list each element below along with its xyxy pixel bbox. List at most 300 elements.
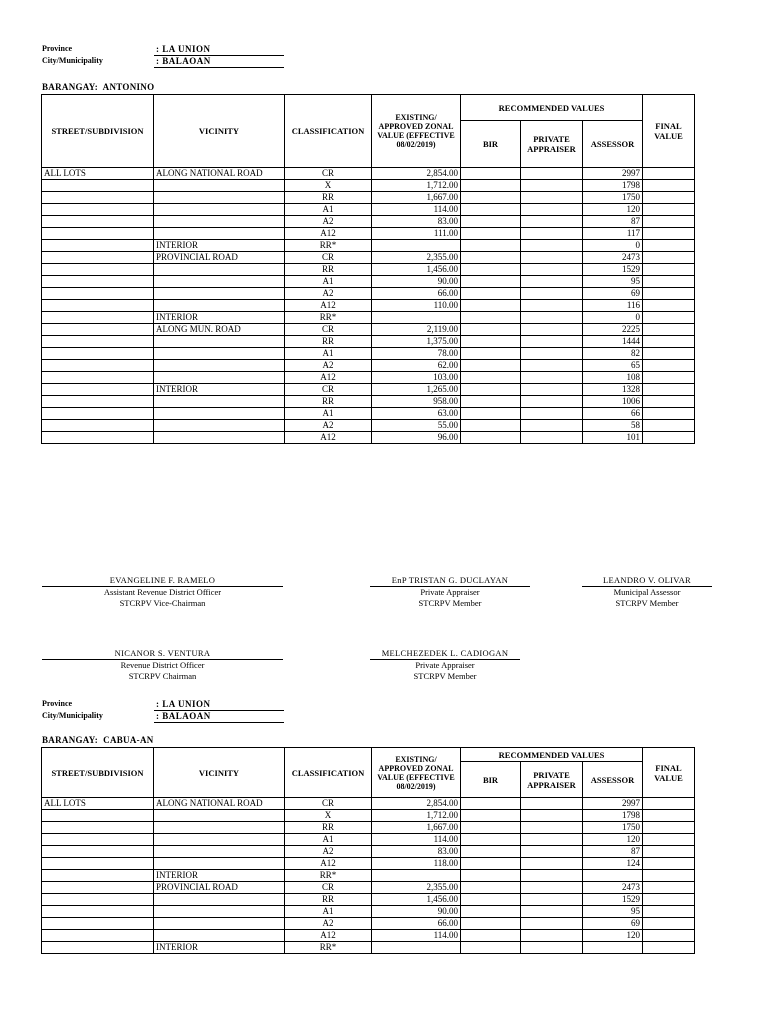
cell-private-appraiser xyxy=(521,312,583,324)
cell-final-value xyxy=(643,822,695,834)
cell-existing-value: 103.00 xyxy=(372,372,461,384)
table-row xyxy=(42,300,695,312)
cell-street xyxy=(42,276,154,288)
cell-assessor: 2997 xyxy=(583,798,643,810)
signatory-private-appraiser-1 xyxy=(370,575,530,609)
cell-existing-value: 1,456.00 xyxy=(372,264,461,276)
cell-bir xyxy=(461,420,521,432)
province-label: Province xyxy=(42,44,73,53)
cell-existing-value: 114.00 xyxy=(372,204,461,216)
cell-bir xyxy=(461,372,521,384)
table-row xyxy=(42,906,695,918)
cell-private-appraiser xyxy=(521,360,583,372)
cell-classification: RR xyxy=(285,396,372,408)
cell-final-value xyxy=(643,360,695,372)
cell-street xyxy=(42,324,154,336)
cell-street xyxy=(42,312,154,324)
cell-classification: CR xyxy=(285,882,372,894)
cell-bir xyxy=(461,192,521,204)
cell-vicinity xyxy=(154,264,285,276)
cell-assessor: 1750 xyxy=(583,192,643,204)
cell-final-value xyxy=(643,810,695,822)
cell-final-value xyxy=(643,906,695,918)
cell-final-value xyxy=(643,408,695,420)
cell-street xyxy=(42,360,154,372)
cell-street xyxy=(42,216,154,228)
cell-final-value xyxy=(643,264,695,276)
cell-private-appraiser xyxy=(521,798,583,810)
cell-street xyxy=(42,822,154,834)
cell-bir xyxy=(461,168,521,180)
cell-vicinity xyxy=(154,918,285,930)
cell-private-appraiser xyxy=(521,228,583,240)
cell-bir xyxy=(461,858,521,870)
table-row xyxy=(42,324,695,336)
cell-assessor: 69 xyxy=(583,918,643,930)
city-label: City/Municipality xyxy=(42,711,103,720)
cell-street xyxy=(42,384,154,396)
cell-assessor: 124 xyxy=(583,858,643,870)
cell-vicinity: INTERIOR xyxy=(154,312,285,324)
cell-vicinity xyxy=(154,846,285,858)
table-row xyxy=(42,264,695,276)
cell-private-appraiser xyxy=(521,846,583,858)
cell-existing-value: 2,854.00 xyxy=(372,798,461,810)
cell-street xyxy=(42,846,154,858)
cell-private-appraiser xyxy=(521,384,583,396)
table-row xyxy=(42,930,695,942)
cell-assessor: 120 xyxy=(583,204,643,216)
table-row xyxy=(42,360,695,372)
cell-bir xyxy=(461,276,521,288)
cell-classification: CR xyxy=(285,168,372,180)
table-row xyxy=(42,918,695,930)
cell-bir xyxy=(461,240,521,252)
cell-existing-value: 66.00 xyxy=(372,918,461,930)
table-row xyxy=(42,396,695,408)
cell-classification: A12 xyxy=(285,858,372,870)
cell-classification: CR xyxy=(285,252,372,264)
city-label: City/Municipality xyxy=(42,56,103,65)
cell-classification: RR* xyxy=(285,240,372,252)
signatory-municipal-assessor xyxy=(582,575,712,609)
cell-existing-value: 958.00 xyxy=(372,396,461,408)
cell-street xyxy=(42,192,154,204)
cell-classification: RR xyxy=(285,336,372,348)
cell-bir xyxy=(461,288,521,300)
cell-private-appraiser xyxy=(521,324,583,336)
col-vicinity: VICINITY xyxy=(154,748,285,798)
cell-bir xyxy=(461,180,521,192)
province-label: Province xyxy=(42,699,73,708)
cell-street xyxy=(42,420,154,432)
signatory-name: NICANOR S. VENTURA xyxy=(42,648,283,660)
table-row xyxy=(42,798,695,810)
table-row xyxy=(42,348,695,360)
cell-classification: A1 xyxy=(285,906,372,918)
cell-existing-value: 118.00 xyxy=(372,858,461,870)
cell-bir xyxy=(461,396,521,408)
cell-street xyxy=(42,432,154,444)
table-row xyxy=(42,252,695,264)
col-bir: BIR xyxy=(461,762,521,798)
signatory-private-appraiser-2 xyxy=(370,648,520,682)
cell-existing-value: 110.00 xyxy=(372,300,461,312)
cell-vicinity xyxy=(154,300,285,312)
cell-assessor: 116 xyxy=(583,300,643,312)
cell-private-appraiser xyxy=(521,408,583,420)
cell-classification: A12 xyxy=(285,300,372,312)
cell-assessor: 1750 xyxy=(583,822,643,834)
cell-private-appraiser xyxy=(521,372,583,384)
cell-classification: A12 xyxy=(285,372,372,384)
cell-bir xyxy=(461,834,521,846)
cell-bir xyxy=(461,312,521,324)
cell-existing-value: 2,355.00 xyxy=(372,252,461,264)
cell-street xyxy=(42,288,154,300)
cell-private-appraiser xyxy=(521,216,583,228)
cell-assessor: 2473 xyxy=(583,252,643,264)
cell-vicinity: INTERIOR xyxy=(154,870,285,882)
cell-assessor xyxy=(583,870,643,882)
cell-existing-value: 78.00 xyxy=(372,348,461,360)
cell-existing-value: 2,119.00 xyxy=(372,324,461,336)
cell-assessor: 82 xyxy=(583,348,643,360)
cell-assessor: 1529 xyxy=(583,894,643,906)
table-row xyxy=(42,372,695,384)
col-recommended: RECOMMENDED VALUES xyxy=(461,95,643,121)
cell-final-value xyxy=(643,300,695,312)
cell-classification: RR xyxy=(285,822,372,834)
cell-final-value xyxy=(643,228,695,240)
cell-classification: A2 xyxy=(285,846,372,858)
barangay-heading-2 xyxy=(42,735,154,745)
cell-street xyxy=(42,894,154,906)
cell-bir xyxy=(461,846,521,858)
cell-assessor: 120 xyxy=(583,930,643,942)
cell-classification: RR* xyxy=(285,312,372,324)
cell-existing-value xyxy=(372,942,461,954)
cell-final-value xyxy=(643,372,695,384)
cell-street xyxy=(42,300,154,312)
cell-private-appraiser xyxy=(521,180,583,192)
cell-vicinity xyxy=(154,288,285,300)
cell-private-appraiser xyxy=(521,300,583,312)
cell-street xyxy=(42,918,154,930)
cell-private-appraiser xyxy=(521,834,583,846)
cell-street: ALL LOTS xyxy=(42,168,154,180)
cell-existing-value: 90.00 xyxy=(372,276,461,288)
col-classification: CLASSIFICATION xyxy=(285,748,372,798)
cell-existing-value xyxy=(372,240,461,252)
cell-street xyxy=(42,870,154,882)
cell-final-value xyxy=(643,312,695,324)
cell-vicinity: ALONG NATIONAL ROAD xyxy=(154,168,285,180)
table-row xyxy=(42,810,695,822)
cell-private-appraiser xyxy=(521,396,583,408)
cell-bir xyxy=(461,894,521,906)
cell-final-value xyxy=(643,918,695,930)
col-final: FINAL VALUE xyxy=(643,748,695,798)
cell-final-value xyxy=(643,384,695,396)
cell-classification: RR* xyxy=(285,870,372,882)
cell-existing-value: 83.00 xyxy=(372,216,461,228)
table-row xyxy=(42,858,695,870)
cell-classification: CR xyxy=(285,324,372,336)
cell-vicinity xyxy=(154,906,285,918)
cell-private-appraiser xyxy=(521,930,583,942)
signatory-name: LEANDRO V. OLIVAR xyxy=(582,575,712,587)
cell-classification: CR xyxy=(285,798,372,810)
cell-final-value xyxy=(643,252,695,264)
cell-final-value xyxy=(643,180,695,192)
cell-final-value xyxy=(643,240,695,252)
signatory-vice-chairman xyxy=(42,575,283,609)
table-row xyxy=(42,288,695,300)
cell-vicinity: INTERIOR xyxy=(154,384,285,396)
cell-private-appraiser xyxy=(521,906,583,918)
cell-assessor: 1006 xyxy=(583,396,643,408)
col-existing: EXISTING/ APPROVED ZONAL VALUE (EFFECTIVE 08/02/2019) xyxy=(372,748,461,798)
cell-final-value xyxy=(643,348,695,360)
table-row xyxy=(42,822,695,834)
signatory-name: EnP TRISTAN G. DUCLAYAN xyxy=(370,575,530,587)
cell-street xyxy=(42,180,154,192)
cell-final-value xyxy=(643,216,695,228)
barangay-label: BARANGAY: xyxy=(42,82,99,92)
cell-street xyxy=(42,906,154,918)
cell-assessor: 108 xyxy=(583,372,643,384)
cell-bir xyxy=(461,870,521,882)
cell-classification: A1 xyxy=(285,834,372,846)
cell-final-value xyxy=(643,942,695,954)
table-row xyxy=(42,180,695,192)
cell-final-value xyxy=(643,192,695,204)
cell-existing-value: 1,712.00 xyxy=(372,180,461,192)
cell-private-appraiser xyxy=(521,810,583,822)
cell-final-value xyxy=(643,846,695,858)
cell-vicinity xyxy=(154,930,285,942)
cell-assessor: 1798 xyxy=(583,180,643,192)
col-private: PRIVATE APPRAISER xyxy=(521,762,583,798)
col-private: PRIVATE APPRAISER xyxy=(521,121,583,168)
table-row xyxy=(42,894,695,906)
cell-existing-value: 90.00 xyxy=(372,906,461,918)
cell-existing-value: 66.00 xyxy=(372,288,461,300)
province-value: : LA UNION xyxy=(154,44,284,56)
cell-classification: A2 xyxy=(285,918,372,930)
table-row xyxy=(42,882,695,894)
cell-classification: A2 xyxy=(285,288,372,300)
cell-existing-value: 1,265.00 xyxy=(372,384,461,396)
cell-private-appraiser xyxy=(521,420,583,432)
table-row xyxy=(42,408,695,420)
table-row xyxy=(42,204,695,216)
cell-street xyxy=(42,348,154,360)
cell-private-appraiser xyxy=(521,348,583,360)
signatory-name: EVANGELINE F. RAMELO xyxy=(42,575,283,587)
cell-street xyxy=(42,408,154,420)
table-row xyxy=(42,168,695,180)
cell-classification: RR* xyxy=(285,942,372,954)
cell-private-appraiser xyxy=(521,192,583,204)
signatory-chairman xyxy=(42,648,283,682)
cell-assessor: 0 xyxy=(583,240,643,252)
cell-assessor: 1444 xyxy=(583,336,643,348)
cell-vicinity xyxy=(154,192,285,204)
cell-vicinity xyxy=(154,360,285,372)
cell-street xyxy=(42,858,154,870)
cell-classification: A12 xyxy=(285,432,372,444)
table-row xyxy=(42,834,695,846)
cell-street xyxy=(42,336,154,348)
cell-classification: A2 xyxy=(285,420,372,432)
cell-private-appraiser xyxy=(521,276,583,288)
table-row xyxy=(42,846,695,858)
signatory-role: STCRPV Member xyxy=(418,598,482,608)
col-street: STREET/SUBDIVISION xyxy=(42,748,154,798)
cell-classification: A12 xyxy=(285,930,372,942)
cell-vicinity xyxy=(154,180,285,192)
cell-classification: RR xyxy=(285,264,372,276)
cell-private-appraiser xyxy=(521,240,583,252)
cell-vicinity xyxy=(154,348,285,360)
signatory-role: STCRPV Member xyxy=(413,671,477,681)
signatory-title: Assistant Revenue District Officer xyxy=(103,587,222,597)
cell-vicinity: PROVINCIAL ROAD xyxy=(154,252,285,264)
cell-street xyxy=(42,204,154,216)
barangay-name: CABUA-AN xyxy=(103,735,154,745)
cell-existing-value: 55.00 xyxy=(372,420,461,432)
cell-existing-value: 114.00 xyxy=(372,930,461,942)
cell-assessor: 120 xyxy=(583,834,643,846)
cell-final-value xyxy=(643,324,695,336)
cell-bir xyxy=(461,918,521,930)
cell-final-value xyxy=(643,870,695,882)
col-final: FINAL VALUE xyxy=(643,95,695,168)
cell-assessor: 66 xyxy=(583,408,643,420)
cell-existing-value: 63.00 xyxy=(372,408,461,420)
cell-bir xyxy=(461,336,521,348)
cell-assessor: 2997 xyxy=(583,168,643,180)
cell-vicinity xyxy=(154,396,285,408)
table-row xyxy=(42,192,695,204)
cell-bir xyxy=(461,432,521,444)
cell-street: ALL LOTS xyxy=(42,798,154,810)
cell-vicinity xyxy=(154,336,285,348)
cell-final-value xyxy=(643,858,695,870)
cell-vicinity xyxy=(154,204,285,216)
cell-private-appraiser xyxy=(521,264,583,276)
cell-final-value xyxy=(643,930,695,942)
zonal-value-table-cabua-an xyxy=(41,747,695,954)
cell-assessor: 2473 xyxy=(583,882,643,894)
cell-assessor: 117 xyxy=(583,228,643,240)
table-row xyxy=(42,228,695,240)
cell-existing-value xyxy=(372,870,461,882)
cell-vicinity xyxy=(154,894,285,906)
cell-street xyxy=(42,396,154,408)
cell-assessor: 101 xyxy=(583,432,643,444)
cell-classification: A1 xyxy=(285,348,372,360)
cell-vicinity: INTERIOR xyxy=(154,942,285,954)
cell-existing-value: 114.00 xyxy=(372,834,461,846)
col-bir: BIR xyxy=(461,121,521,168)
signatory-role: STCRPV Member xyxy=(615,598,679,608)
cell-vicinity xyxy=(154,408,285,420)
cell-assessor: 87 xyxy=(583,846,643,858)
cell-assessor: 95 xyxy=(583,276,643,288)
cell-vicinity xyxy=(154,228,285,240)
cell-final-value xyxy=(643,420,695,432)
cell-bir xyxy=(461,384,521,396)
cell-vicinity: ALONG MUN. ROAD xyxy=(154,324,285,336)
cell-bir xyxy=(461,252,521,264)
cell-assessor: 1798 xyxy=(583,810,643,822)
signatory-title: Revenue District Officer xyxy=(120,660,205,670)
cell-assessor: 2225 xyxy=(583,324,643,336)
cell-bir xyxy=(461,906,521,918)
cell-private-appraiser xyxy=(521,918,583,930)
cell-final-value xyxy=(643,396,695,408)
signatory-title: Private Appraiser xyxy=(415,660,475,670)
cell-existing-value: 83.00 xyxy=(372,846,461,858)
barangay-name: ANTONINO xyxy=(102,82,155,92)
col-assessor: ASSESSOR xyxy=(583,762,643,798)
cell-private-appraiser xyxy=(521,870,583,882)
cell-existing-value: 1,456.00 xyxy=(372,894,461,906)
cell-existing-value: 96.00 xyxy=(372,432,461,444)
cell-classification: X xyxy=(285,810,372,822)
city-value: : BALAOAN xyxy=(154,711,284,723)
cell-existing-value: 2,854.00 xyxy=(372,168,461,180)
cell-classification: A1 xyxy=(285,408,372,420)
cell-bir xyxy=(461,408,521,420)
table-row xyxy=(42,216,695,228)
table-row xyxy=(42,336,695,348)
cell-bir xyxy=(461,882,521,894)
cell-final-value xyxy=(643,798,695,810)
province-value: : LA UNION xyxy=(154,699,284,711)
cell-classification: A1 xyxy=(285,204,372,216)
cell-bir xyxy=(461,264,521,276)
cell-assessor: 87 xyxy=(583,216,643,228)
cell-bir xyxy=(461,930,521,942)
cell-final-value xyxy=(643,288,695,300)
barangay-label: BARANGAY: xyxy=(42,735,99,745)
zonal-value-table-antonino xyxy=(41,94,695,444)
cell-assessor: 0 xyxy=(583,312,643,324)
cell-street xyxy=(42,930,154,942)
table-row xyxy=(42,942,695,954)
signatory-role: STCRPV Chairman xyxy=(128,671,197,681)
cell-final-value xyxy=(643,276,695,288)
cell-existing-value: 1,375.00 xyxy=(372,336,461,348)
col-street: STREET/SUBDIVISION xyxy=(42,95,154,168)
cell-assessor: 65 xyxy=(583,360,643,372)
barangay-heading xyxy=(42,82,154,92)
cell-final-value xyxy=(643,432,695,444)
cell-vicinity: ALONG NATIONAL ROAD xyxy=(154,798,285,810)
cell-assessor: 1328 xyxy=(583,384,643,396)
cell-vicinity xyxy=(154,432,285,444)
cell-final-value xyxy=(643,834,695,846)
cell-private-appraiser xyxy=(521,288,583,300)
cell-bir xyxy=(461,216,521,228)
cell-street xyxy=(42,882,154,894)
cell-existing-value: 111.00 xyxy=(372,228,461,240)
cell-classification: A1 xyxy=(285,276,372,288)
